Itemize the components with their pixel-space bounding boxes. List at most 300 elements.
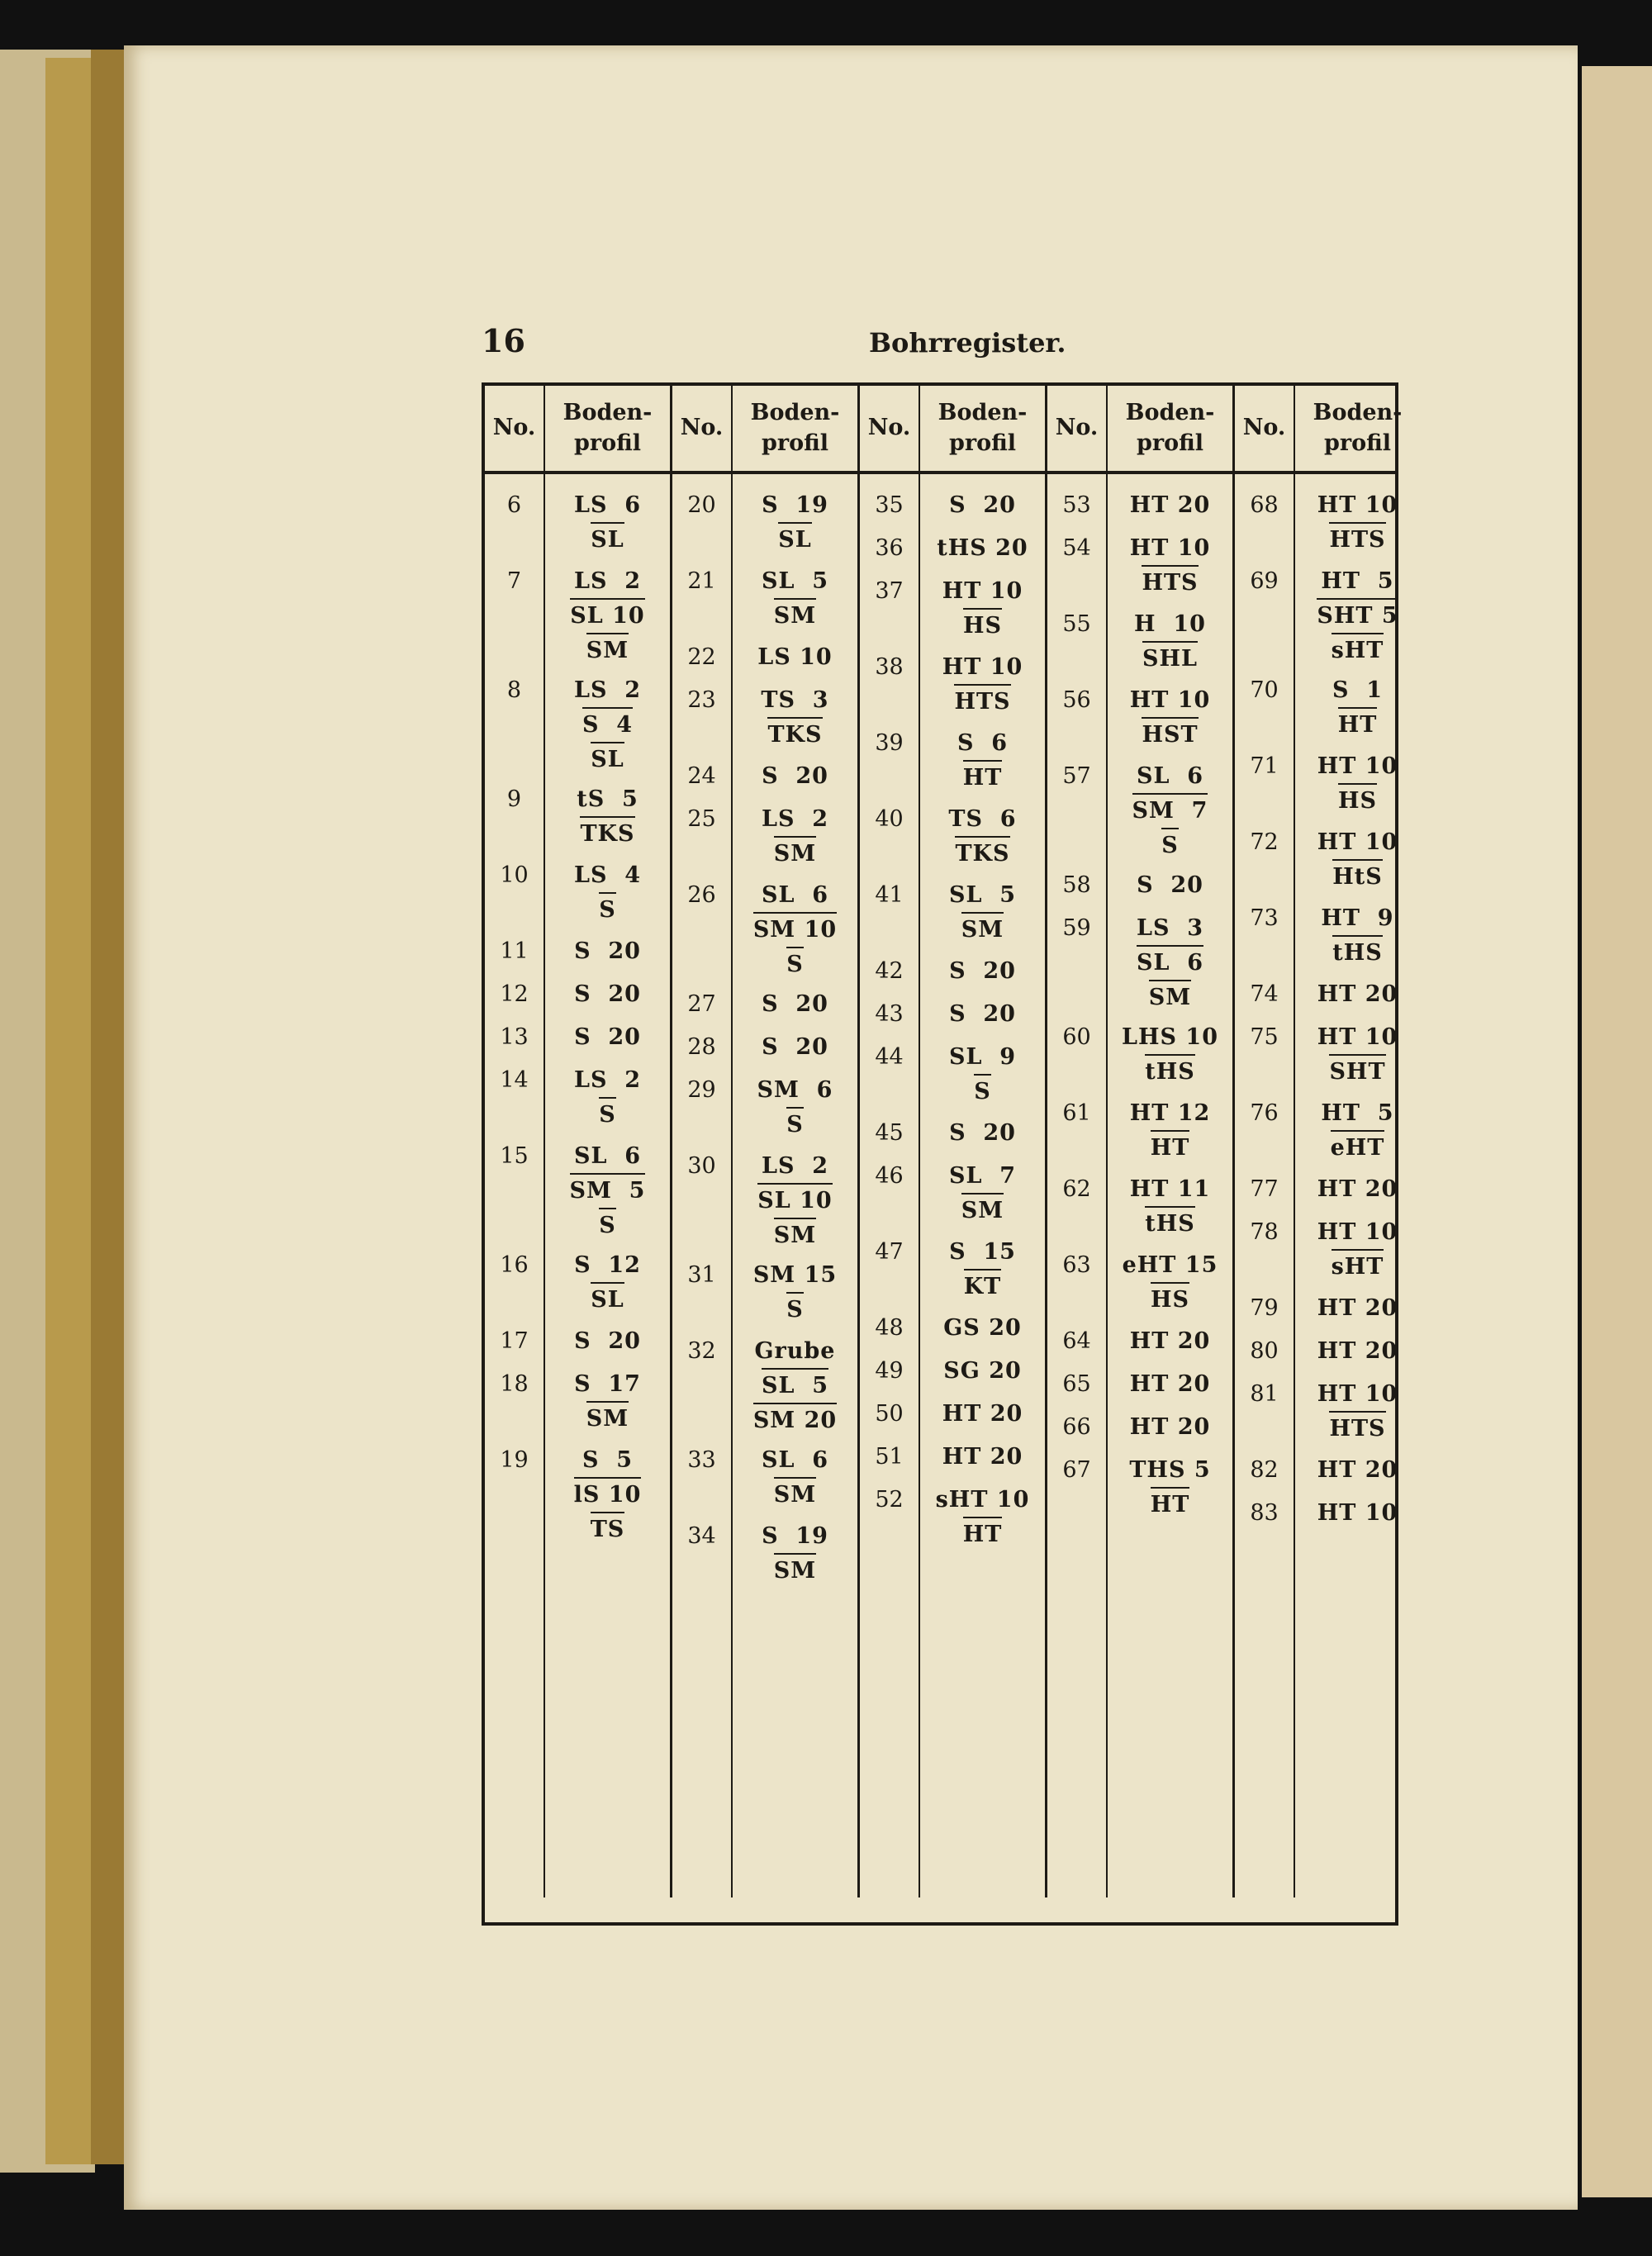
- soil-profile: [545, 1249, 670, 1317]
- profile-layer: S 20: [949, 492, 1016, 518]
- entry-number: 25: [687, 806, 716, 832]
- profile-layer: SL 10: [570, 598, 644, 633]
- entry-number: 22: [687, 644, 716, 670]
- soil-profile: [733, 1444, 857, 1512]
- header-no-label: No.: [1055, 415, 1099, 441]
- profile-layer: HT 10: [942, 654, 1023, 680]
- soil-profile: [545, 1021, 670, 1054]
- profile-column-3: [919, 474, 1045, 1897]
- profile-layer: S 12: [574, 1252, 641, 1278]
- entry-number: 74: [1250, 981, 1279, 1007]
- entry-number: 62: [1062, 1176, 1091, 1202]
- profile-layer: LS 3: [1136, 915, 1204, 941]
- entry-number: 19: [500, 1447, 529, 1473]
- profile-layer: HT 9: [1321, 905, 1394, 931]
- profile-layer: tHS 20: [937, 535, 1028, 561]
- entry-number: 66: [1062, 1414, 1091, 1440]
- profile-layer: SM: [961, 912, 1004, 947]
- soil-profile: [545, 674, 670, 777]
- soil-profile: [733, 565, 857, 633]
- soil-profile: [733, 879, 857, 981]
- header-no-label: No.: [1242, 415, 1286, 441]
- entry-number: 76: [1250, 1100, 1279, 1126]
- profile-layer: TKS: [955, 836, 1009, 871]
- entry-number: 14: [500, 1067, 529, 1093]
- soil-profile: [1108, 1249, 1232, 1317]
- header-profile-label: Boden- profil: [938, 400, 1028, 456]
- profile-layer: SHT 5: [1317, 598, 1398, 633]
- header-no-3: [857, 386, 919, 471]
- profile-layer: SM: [961, 1193, 1004, 1228]
- profile-layer: HST: [1142, 717, 1198, 752]
- soil-profile: [545, 1444, 670, 1546]
- profile-layer: S 20: [762, 1034, 828, 1060]
- profile-layer: LS 2: [573, 568, 642, 594]
- entry-number: 57: [1062, 763, 1091, 789]
- profile-layer: HT 10: [1129, 535, 1211, 561]
- entry-number: 31: [687, 1262, 716, 1288]
- entry-number: 68: [1250, 492, 1279, 518]
- profile-layer: HTS: [1142, 565, 1198, 600]
- profile-layer: SL 7: [948, 1163, 1017, 1189]
- soil-profile: [1295, 1454, 1420, 1487]
- profile-layer: HtS: [1332, 859, 1382, 894]
- profile-layer: HT 20: [942, 1444, 1023, 1470]
- header-profile-5: [1294, 386, 1420, 471]
- soil-profile: [1295, 674, 1420, 742]
- entry-number: 52: [875, 1487, 904, 1513]
- profile-layer: SM 7: [1132, 793, 1208, 828]
- soil-profile: [1295, 1335, 1420, 1368]
- soil-profile: [920, 1441, 1045, 1474]
- profile-layer: THS 5: [1129, 1457, 1211, 1483]
- profile-layer: sHT: [1332, 1249, 1384, 1284]
- profile-layer: S 17: [574, 1371, 641, 1397]
- soil-profile: [545, 565, 670, 667]
- soil-profile: [733, 760, 857, 793]
- profile-layer: S: [974, 1074, 991, 1109]
- header-no-2: [670, 386, 731, 471]
- entry-number: 79: [1250, 1295, 1279, 1321]
- profile-layer: SL 6: [1136, 763, 1204, 789]
- profile-layer: SL 6: [573, 1143, 642, 1169]
- entry-number: 10: [500, 862, 529, 888]
- profile-layer: SM: [774, 1218, 816, 1252]
- no-column-3: [857, 474, 919, 1897]
- soil-profile: [1295, 1021, 1420, 1089]
- entry-number: 58: [1062, 872, 1091, 898]
- entry-number: 54: [1062, 535, 1091, 561]
- profile-layer: S 20: [574, 1328, 641, 1354]
- header-no-1: [485, 386, 544, 471]
- entry-number: 38: [875, 654, 904, 680]
- profile-layer: sHT: [1332, 633, 1384, 667]
- soil-profile: [920, 1312, 1045, 1345]
- soil-profile: [1295, 1378, 1420, 1446]
- profile-layer: S 20: [574, 1024, 641, 1050]
- profile-layer: HT: [963, 760, 1003, 795]
- profile-layer: HT 12: [1129, 1100, 1211, 1126]
- profile-layer: LS 2: [761, 806, 829, 832]
- header-no-label: No.: [680, 415, 724, 441]
- entry-number: 67: [1062, 1457, 1091, 1483]
- soil-profile: [545, 978, 670, 1011]
- soil-profile: [1108, 1454, 1232, 1522]
- header-no-label: No.: [867, 415, 911, 441]
- entry-number: 24: [687, 763, 716, 789]
- soil-profile: [1295, 1173, 1420, 1206]
- soil-profile: [920, 532, 1045, 565]
- soil-profile: [920, 955, 1045, 988]
- profile-layer: HT 20: [1317, 1338, 1398, 1364]
- profile-layer: SM: [774, 836, 816, 871]
- profile-layer: TS 6: [948, 806, 1017, 832]
- entry-number: 32: [687, 1338, 716, 1364]
- profile-layer: HT 10: [1317, 1024, 1398, 1050]
- entry-number: 30: [687, 1153, 716, 1179]
- profile-layer: HT 20: [1317, 1457, 1398, 1483]
- entry-number: 71: [1250, 753, 1279, 779]
- entry-number: 64: [1062, 1328, 1091, 1354]
- profile-layer: SL 10: [757, 1183, 832, 1218]
- profile-layer: SM: [774, 1477, 816, 1512]
- profile-layer: HT: [1151, 1130, 1190, 1165]
- profile-layer: HTS: [954, 684, 1010, 719]
- table-body: [485, 474, 1398, 1897]
- soil-profile: [1108, 912, 1232, 1014]
- soil-profile: [545, 859, 670, 927]
- profile-layer: SM: [586, 1401, 629, 1436]
- profile-layer: HT 20: [1129, 1328, 1211, 1354]
- entry-number: 39: [875, 730, 904, 756]
- soil-profile: [545, 1140, 670, 1242]
- adjacent-page: [1582, 66, 1652, 2197]
- profile-layer: S 5: [582, 1447, 634, 1473]
- profile-layer: HS: [1338, 783, 1377, 818]
- soil-profile: [1295, 489, 1420, 557]
- profile-layer: SM 10: [753, 912, 837, 947]
- profile-column-1: [544, 474, 670, 1897]
- soil-profile: [1108, 489, 1232, 522]
- soil-profile: [733, 489, 857, 557]
- profile-layer: HT 10: [942, 578, 1023, 604]
- soil-profile: [920, 879, 1045, 947]
- header-no-5: [1232, 386, 1294, 471]
- profile-layer: S 20: [949, 1001, 1016, 1027]
- profile-layer: HS: [963, 608, 1002, 643]
- profile-layer: S 20: [574, 981, 641, 1007]
- soil-profile: [1295, 565, 1420, 667]
- profile-layer: S: [786, 1107, 804, 1142]
- soil-profile: [545, 1325, 670, 1358]
- profile-layer: HT 20: [1129, 492, 1211, 518]
- entry-number: 80: [1250, 1338, 1279, 1364]
- entry-number: 29: [687, 1077, 716, 1103]
- profile-layer: TS 3: [761, 687, 829, 713]
- soil-profile: [1108, 1411, 1232, 1444]
- soil-profile: [1295, 826, 1420, 894]
- entry-number: 42: [875, 958, 904, 984]
- profile-layer: HS: [1151, 1282, 1189, 1317]
- entry-number: 9: [506, 786, 522, 812]
- entry-number: 15: [500, 1143, 529, 1169]
- soil-profile: [1295, 1097, 1420, 1165]
- profile-layer: eHT 15: [1122, 1252, 1218, 1278]
- profile-layer: HTS: [1329, 522, 1385, 557]
- profile-layer: SL 6: [761, 1447, 829, 1473]
- profile-layer: H 10: [1134, 611, 1206, 637]
- entry-number: 61: [1062, 1100, 1091, 1126]
- profile-layer: HT 20: [1317, 1176, 1398, 1202]
- profile-layer: S 19: [762, 1523, 828, 1549]
- soil-profile: [545, 1368, 670, 1436]
- header-profile-label: Boden- profil: [750, 400, 840, 456]
- soil-profile: [1295, 750, 1420, 818]
- entry-number: 72: [1250, 829, 1279, 855]
- profile-layer: LHS 10: [1122, 1024, 1218, 1050]
- profile-layer: S 20: [949, 958, 1016, 984]
- soil-profile: [1295, 902, 1420, 970]
- profile-layer: S 20: [1137, 872, 1203, 898]
- soil-profile: [1295, 1216, 1420, 1284]
- entry-number: 36: [875, 535, 904, 561]
- profile-column-4: [1106, 474, 1232, 1897]
- profile-layer: SL 5: [761, 568, 829, 594]
- entry-number: 60: [1062, 1024, 1091, 1050]
- profile-layer: S 15: [949, 1239, 1016, 1265]
- soil-profile: [1108, 1097, 1232, 1165]
- profile-layer: HT 20: [942, 1401, 1023, 1427]
- header-profile-1: [544, 386, 670, 471]
- section-title-row: [485, 1897, 1395, 1929]
- soil-profile: [1108, 684, 1232, 752]
- profile-layer: SHT: [1329, 1054, 1385, 1089]
- profile-layer: S 4: [582, 707, 633, 742]
- profile-layer: tS 5: [577, 786, 638, 812]
- profile-layer: SM 20: [753, 1403, 837, 1437]
- profile-layer: HT: [1151, 1487, 1190, 1522]
- soil-profile: [920, 1160, 1045, 1228]
- header-no-label: No.: [492, 415, 536, 441]
- profile-layer: SHL: [1142, 641, 1198, 676]
- profile-layer: LS 6: [573, 492, 642, 518]
- no-column-4: [1045, 474, 1106, 1897]
- entry-number: 59: [1062, 915, 1091, 941]
- soil-profile: [920, 1484, 1045, 1551]
- profile-layer: lS 10: [574, 1477, 642, 1512]
- profile-layer: S: [599, 892, 616, 927]
- soil-profile: [733, 1074, 857, 1142]
- soil-profile: [545, 489, 670, 557]
- entry-number: 78: [1250, 1219, 1279, 1245]
- page-number: 16: [482, 322, 525, 359]
- profile-layer: S: [599, 1097, 616, 1132]
- entry-number: 40: [875, 806, 904, 832]
- profile-layer: Grube: [754, 1338, 836, 1364]
- profile-layer: SM: [1149, 980, 1191, 1014]
- soil-profile: [920, 727, 1045, 795]
- soil-profile: [733, 1520, 857, 1588]
- profile-layer: TS: [591, 1512, 625, 1546]
- profile-layer: KT: [964, 1269, 1002, 1304]
- entry-number: 16: [500, 1252, 529, 1278]
- no-column-1: [485, 474, 544, 1897]
- soil-profile: [733, 1335, 857, 1437]
- profile-layer: S 20: [949, 1120, 1016, 1146]
- entry-number: 53: [1062, 492, 1091, 518]
- profile-layer: SL 6: [1137, 945, 1203, 980]
- entry-number: 63: [1062, 1252, 1091, 1278]
- soil-profile: [733, 684, 857, 752]
- header-profile-label: Boden- profil: [1125, 400, 1215, 456]
- profile-layer: SL 6: [761, 882, 829, 908]
- entry-number: 73: [1250, 905, 1279, 931]
- entry-number: 17: [500, 1328, 529, 1354]
- profile-layer: SL: [591, 1282, 624, 1317]
- entry-number: 77: [1250, 1176, 1279, 1202]
- profile-layer: tHS: [1145, 1054, 1194, 1089]
- profile-layer: SM 15: [752, 1262, 838, 1288]
- profile-layer: HT 5: [1321, 1100, 1394, 1126]
- no-column-5: [1232, 474, 1294, 1897]
- profile-layer: HT 20: [1129, 1414, 1211, 1440]
- entry-number: 56: [1062, 687, 1091, 713]
- entry-number: 69: [1250, 568, 1279, 594]
- soil-profile: [733, 1031, 857, 1064]
- entry-number: 41: [875, 882, 904, 908]
- soil-profile: [920, 1117, 1045, 1150]
- soil-profile: [1108, 1173, 1232, 1241]
- profile-layer: S 20: [762, 763, 828, 789]
- entry-number: 82: [1250, 1457, 1279, 1483]
- entry-number: 48: [875, 1315, 904, 1341]
- profile-layer: S 6: [957, 730, 1009, 756]
- entry-number: 18: [500, 1371, 529, 1397]
- profile-layer: HT: [1338, 707, 1378, 742]
- profile-layer: SL 5: [948, 882, 1017, 908]
- soil-profile: [1108, 608, 1232, 676]
- entry-number: 37: [875, 578, 904, 604]
- entry-number: 50: [875, 1401, 904, 1427]
- entry-number: 83: [1250, 1500, 1279, 1526]
- soil-profile: [1108, 1368, 1232, 1401]
- entry-number: 55: [1062, 611, 1091, 637]
- profile-layer: HT 11: [1129, 1176, 1211, 1202]
- profile-layer: HT 10: [1317, 492, 1398, 518]
- profile-layer: HT 10: [1317, 1381, 1398, 1407]
- profile-layer: S: [599, 1208, 616, 1242]
- soil-profile: [733, 803, 857, 871]
- header-profile-4: [1106, 386, 1232, 471]
- profile-layer: S: [786, 1292, 804, 1327]
- profile-layer: S 1: [1332, 677, 1384, 703]
- soil-profile: [920, 803, 1045, 871]
- entry-number: 35: [875, 492, 904, 518]
- profile-layer: HT 10: [1317, 1219, 1398, 1245]
- profile-layer: HT 10: [1317, 753, 1398, 779]
- entry-number: 45: [875, 1120, 904, 1146]
- profile-layer: S: [786, 947, 804, 981]
- entry-number: 70: [1250, 677, 1279, 703]
- header-profile-2: [731, 386, 857, 471]
- entry-number: 81: [1250, 1381, 1279, 1407]
- soil-profile: [920, 575, 1045, 643]
- soil-profile: [1108, 760, 1232, 862]
- entry-number: 7: [506, 568, 522, 594]
- soil-profile: [545, 1064, 670, 1132]
- entry-number: 8: [506, 677, 522, 703]
- profile-layer: LS 2: [761, 1153, 829, 1179]
- running-head: Bohrregister.: [869, 327, 1066, 359]
- entry-number: 23: [687, 687, 716, 713]
- profile-layer: tHS: [1332, 935, 1382, 970]
- profile-layer: SM: [774, 1553, 816, 1588]
- entry-number: 75: [1250, 1024, 1279, 1050]
- profile-layer: SM: [586, 633, 629, 667]
- profile-layer: SL: [778, 522, 811, 557]
- header-no-4: [1045, 386, 1106, 471]
- entry-number: 27: [687, 991, 716, 1017]
- soil-profile: [1108, 869, 1232, 902]
- soil-profile: [1108, 1325, 1232, 1358]
- soil-profile: [733, 641, 857, 674]
- soil-profile: [920, 998, 1045, 1031]
- profile-layer: HT 20: [1317, 1295, 1398, 1321]
- profile-layer: HT: [963, 1517, 1003, 1551]
- profile-layer: TKS: [767, 717, 822, 752]
- profile-layer: LS 10: [757, 644, 833, 670]
- profile-layer: GS 20: [943, 1315, 1022, 1341]
- profile-layer: HT 10: [1317, 829, 1398, 855]
- profile-layer: sHT 10: [935, 1487, 1030, 1513]
- profile-layer: LS 2: [573, 677, 642, 703]
- entry-number: 44: [875, 1044, 904, 1070]
- soil-profile: [920, 1355, 1045, 1388]
- profile-layer: SL: [591, 742, 624, 777]
- profile-layer: S 20: [574, 938, 641, 964]
- soil-profile: [920, 1398, 1045, 1431]
- borehole-register-table: [482, 382, 1403, 1926]
- entry-number: 51: [875, 1444, 904, 1470]
- soil-profile: [545, 935, 670, 968]
- profile-layer: SM 5: [570, 1173, 646, 1208]
- profile-layer: SM 6: [757, 1077, 833, 1103]
- profile-layer: HT 10: [1129, 687, 1211, 713]
- soil-profile: [920, 489, 1045, 522]
- profile-layer: eHT: [1331, 1130, 1385, 1165]
- profile-layer: SL 5: [762, 1368, 828, 1403]
- no-column-2: [670, 474, 731, 1897]
- profile-layer: SG 20: [943, 1358, 1022, 1384]
- profile-column-2: [731, 474, 857, 1897]
- soil-profile: [1108, 1021, 1232, 1089]
- entry-number: 65: [1062, 1371, 1091, 1397]
- entry-number: 28: [687, 1034, 716, 1060]
- soil-profile: [1295, 1292, 1420, 1325]
- entry-number: 46: [875, 1163, 904, 1189]
- header-profile-3: [919, 386, 1045, 471]
- entry-number: 6: [506, 492, 522, 518]
- table-header-row: [485, 386, 1403, 474]
- header-profile-label: Boden- profil: [1313, 400, 1403, 456]
- profile-layer: HT 20: [1129, 1371, 1211, 1397]
- profile-layer: LS 4: [573, 862, 642, 888]
- profile-layer: tHS: [1145, 1206, 1194, 1241]
- entry-number: 20: [687, 492, 716, 518]
- entry-number: 12: [500, 981, 529, 1007]
- profile-layer: HT 20: [1317, 981, 1398, 1007]
- soil-profile: [1108, 532, 1232, 600]
